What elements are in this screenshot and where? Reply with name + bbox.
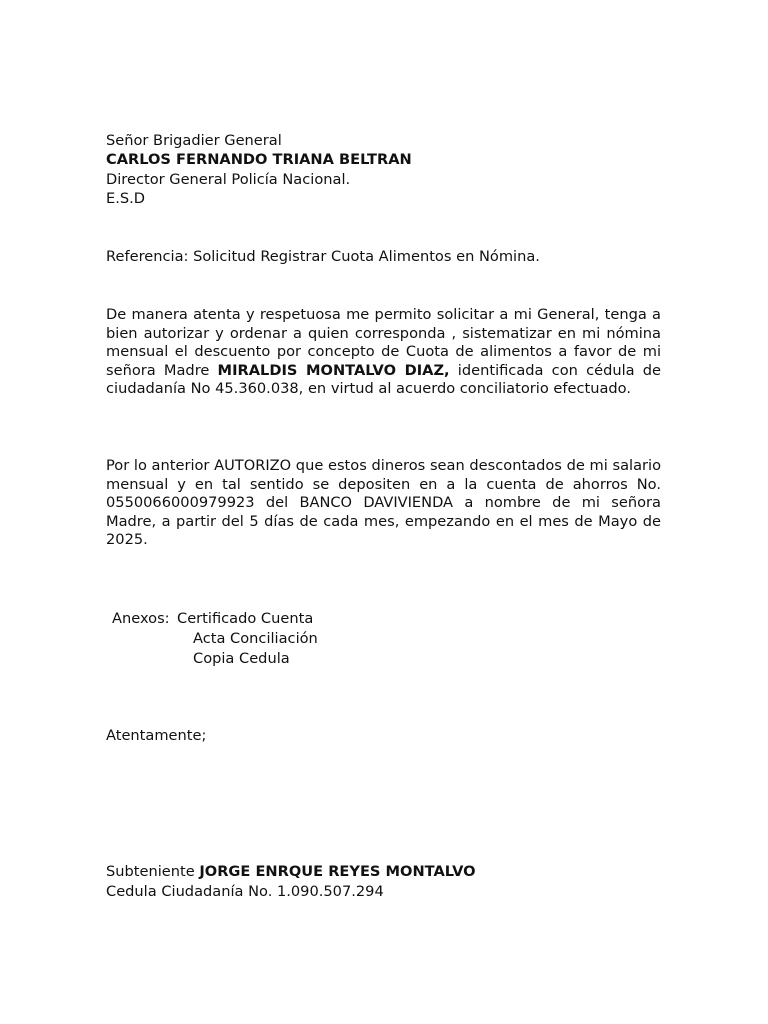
recipient-title: Director General Policía Nacional. <box>106 171 351 188</box>
annex-item: Acta Conciliación <box>193 630 318 647</box>
closing-line: Atentamente; <box>106 727 207 744</box>
authorization-paragraph: Por lo anterior AUTORIZO que estos dineros sean descontados de mi salario mensual y en tal sentido se depositen en a la cuenta de ahorros No. 0550066000979923 del BANCO DAVIVIENDA a nombre de mi señora Madre, a partir del 5 días de cada mes, empezando en el mes de Mayo de 2025. <box>106 457 661 549</box>
request-text-before: De manera atenta y respetuosa me permito solicitar a mi General, tenga a bien autorizar y ordenar a quien corresponda , sistematizar en mi nómina mensual el descuento por concepto de Cuota de alimentos a favor de mi señora Madre <box>106 306 661 379</box>
annex-item: Certificado Cuenta <box>177 610 314 627</box>
mother-name: MIRALDIS MONTALVO DIAZ, <box>217 361 450 379</box>
recipient-name: CARLOS FERNANDO TRIANA BELTRAN <box>106 151 412 168</box>
annexes-label: Anexos: <box>112 610 170 627</box>
recipient-salutation: Señor Brigadier General <box>106 132 282 149</box>
signature-name: JORGE ENRQUE REYES MONTALVO <box>199 863 476 880</box>
signature-id: Cedula Ciudadanía No. 1.090.507.294 <box>106 883 384 900</box>
signature-rank: Subteniente <box>106 863 195 880</box>
recipient-esd: E.S.D <box>106 190 145 207</box>
signature-line <box>106 862 476 881</box>
request-paragraph <box>106 306 661 399</box>
reference-line: Referencia: Solicitud Registrar Cuota Alimentos en Nómina. <box>106 248 540 265</box>
annex-item: Copia Cedula <box>193 650 290 667</box>
request-text-after: identificada con cédula de ciudadanía No 45.360.038, en virtud al acuerdo conciliatorio efectuado. <box>106 361 662 398</box>
